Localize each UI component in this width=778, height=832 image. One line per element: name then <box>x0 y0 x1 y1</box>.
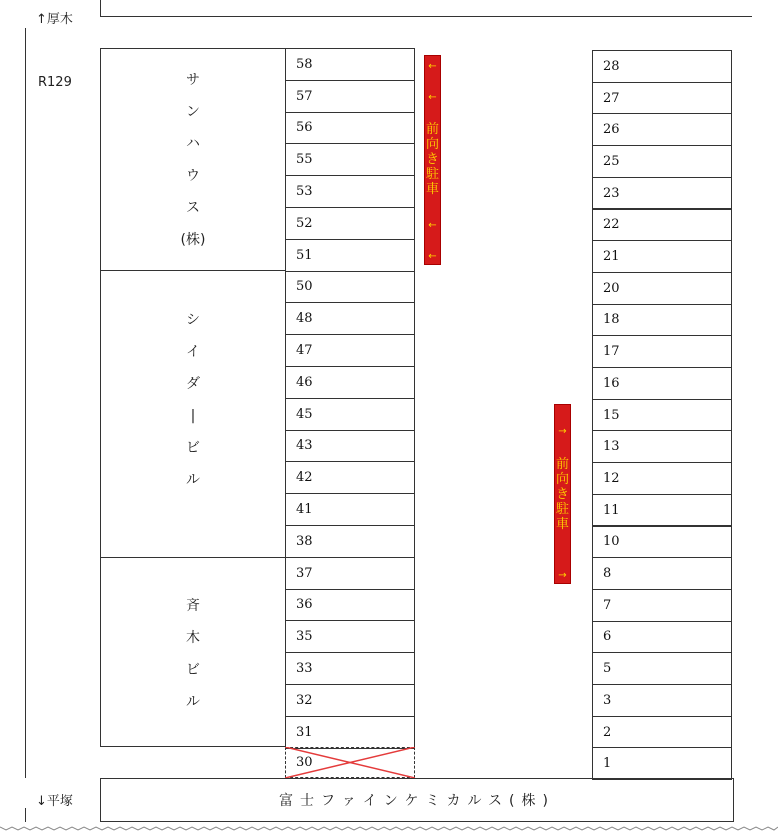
left-road-line <box>25 28 26 778</box>
building-sanhouse <box>100 48 286 271</box>
building-saiki <box>100 557 286 747</box>
marker-char: き <box>425 152 439 167</box>
left-slot-38: 38 <box>285 525 415 558</box>
marker-char: 駐 <box>555 502 569 517</box>
south-label: ↓平塚 <box>36 794 73 809</box>
right-slot-20: 20 <box>592 272 732 305</box>
building-saiki-char: 木 <box>186 630 200 646</box>
bottom-road-line <box>25 808 26 822</box>
arrow-left-icon: ← <box>428 92 437 103</box>
left-slot-51: 51 <box>285 239 415 272</box>
building-sanhouse-name <box>101 64 285 256</box>
right-slot-1: 1 <box>592 747 732 780</box>
arrow-left-icon: ← <box>428 61 437 72</box>
arrow-left-icon: ← <box>428 220 437 231</box>
left-slot-41: 41 <box>285 493 415 526</box>
right-slot-16: 16 <box>592 367 732 400</box>
building-cider-char: | <box>190 408 196 424</box>
company-name: 富士ファインケミカルス(株) <box>279 793 555 809</box>
top-road-line <box>100 16 752 17</box>
right-slot-18: 18 <box>592 304 732 337</box>
right-slot-2: 2 <box>592 716 732 749</box>
right-slot-3: 3 <box>592 684 732 717</box>
left-slot-50: 50 <box>285 271 415 304</box>
building-sanhouse-char: ウ <box>186 168 200 184</box>
building-cider-char: ル <box>186 472 200 488</box>
right-slot-11: 11 <box>592 494 732 527</box>
marker-char: 前 <box>555 457 569 472</box>
building-sanhouse-char: サ <box>186 72 200 88</box>
building-sanhouse-char: ス <box>186 200 200 216</box>
building-cider-char: ダ <box>186 376 200 392</box>
right-slot-10: 10 <box>592 526 732 559</box>
north-label: ↑厚木 <box>36 12 73 27</box>
building-sanhouse-char: ハ <box>186 136 200 152</box>
left-slot-33: 33 <box>285 652 415 685</box>
marker-char: 前 <box>425 122 439 137</box>
right-slot-8: 8 <box>592 557 732 590</box>
road-label: R129 <box>38 75 72 90</box>
left-slot-55: 55 <box>285 143 415 176</box>
building-cider-char: ビ <box>186 440 200 456</box>
left-slot-47: 47 <box>285 334 415 367</box>
arrow-left-icon: ← <box>428 251 437 262</box>
right-slot-15: 15 <box>592 399 732 432</box>
left-slot-46: 46 <box>285 366 415 399</box>
building-saiki-char: ビ <box>186 662 200 678</box>
right-slot-12: 12 <box>592 462 732 495</box>
right-slot-27: 27 <box>592 82 732 115</box>
marker-char: 車 <box>425 182 439 197</box>
right-slot-7: 7 <box>592 589 732 622</box>
right-slot-6: 6 <box>592 621 732 654</box>
parking-direction-marker-left <box>424 55 441 265</box>
right-slot-22: 22 <box>592 209 732 242</box>
building-saiki-name <box>101 590 285 718</box>
building-cider-name <box>101 304 285 496</box>
marker-char: 駐 <box>425 167 439 182</box>
left-slot-48: 48 <box>285 302 415 335</box>
right-slot-23: 23 <box>592 177 732 210</box>
building-cider-char: シ <box>186 312 200 328</box>
marker-char: 向 <box>555 472 569 487</box>
left-slot-36: 36 <box>285 589 415 622</box>
parking-direction-text <box>555 457 570 532</box>
building-sanhouse-char: (株) <box>180 232 206 248</box>
left-slot-42: 42 <box>285 461 415 494</box>
building-cider-char: イ <box>186 344 200 360</box>
left-slot-37: 37 <box>285 557 415 590</box>
left-slot-58: 58 <box>285 48 415 81</box>
torn-edge <box>0 822 778 832</box>
building-cider <box>100 270 286 558</box>
marker-char: 向 <box>425 137 439 152</box>
right-slot-17: 17 <box>592 335 732 368</box>
right-slot-5: 5 <box>592 652 732 685</box>
building-sanhouse-char: ン <box>186 104 200 120</box>
arrow-right-icon: → <box>558 426 567 437</box>
left-slot-56: 56 <box>285 112 415 145</box>
left-slot-31: 31 <box>285 716 415 749</box>
left-slot-35: 35 <box>285 620 415 653</box>
right-slot-28: 28 <box>592 50 732 83</box>
building-saiki-char: 斉 <box>186 598 200 614</box>
company-bar <box>100 778 734 822</box>
disabled-slot-cross <box>285 747 415 778</box>
right-slot-13: 13 <box>592 430 732 463</box>
right-slot-25: 25 <box>592 145 732 178</box>
left-slot-43: 43 <box>285 430 415 463</box>
parking-slot-disabled-number: 30 <box>296 755 313 770</box>
marker-char: き <box>555 487 569 502</box>
building-saiki-char: ル <box>186 694 200 710</box>
top-road-stub <box>100 0 101 17</box>
marker-char: 車 <box>555 517 569 532</box>
parking-direction-text <box>425 122 440 197</box>
left-slot-57: 57 <box>285 80 415 113</box>
left-slot-52: 52 <box>285 207 415 240</box>
right-slot-21: 21 <box>592 240 732 273</box>
left-slot-45: 45 <box>285 398 415 431</box>
right-slot-26: 26 <box>592 113 732 146</box>
left-slot-53: 53 <box>285 175 415 208</box>
left-slot-32: 32 <box>285 684 415 717</box>
arrow-right-icon: → <box>558 570 567 581</box>
parking-direction-marker-right <box>554 404 571 584</box>
